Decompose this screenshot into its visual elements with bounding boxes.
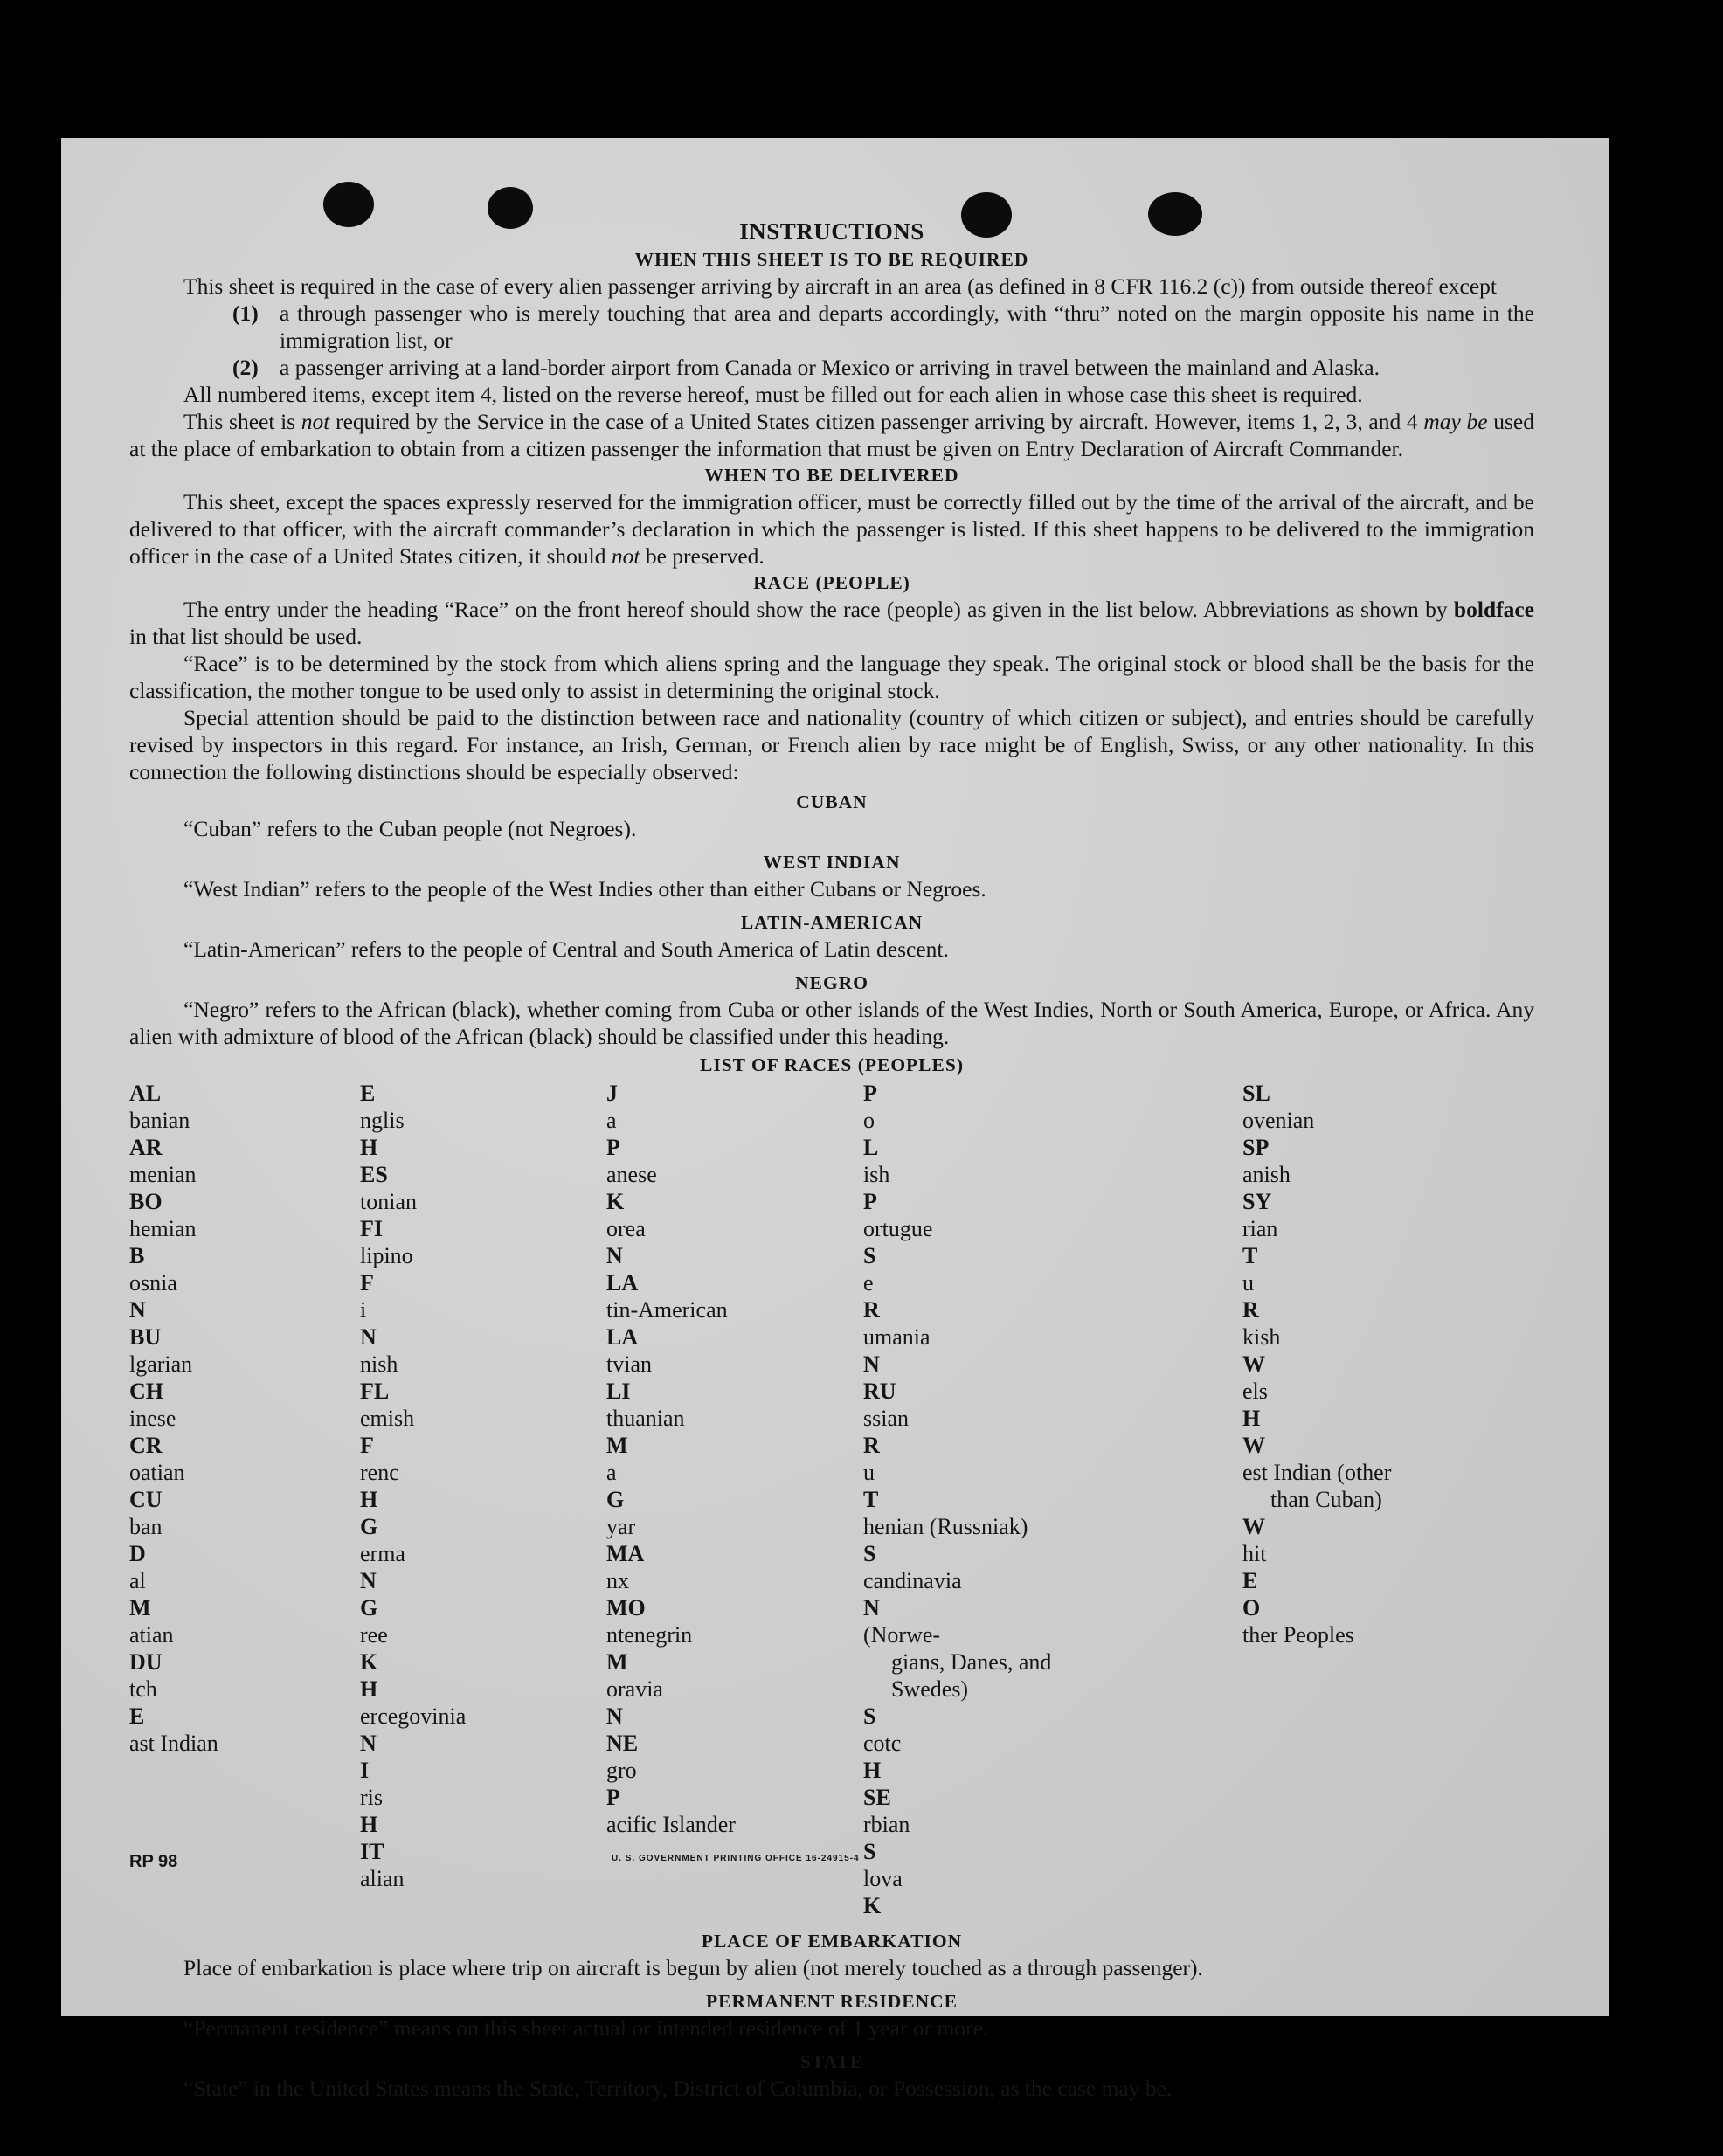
text-run: J — [606, 1081, 618, 1106]
text-run: E — [360, 1081, 376, 1106]
race-entry — [606, 1378, 863, 1432]
text-run: a — [606, 1108, 617, 1133]
text-run: lgarian — [129, 1351, 193, 1377]
text-run: ercegovinia — [360, 1703, 467, 1729]
race-entry — [1242, 1486, 1534, 1513]
text-run: est Indian (other — [1242, 1460, 1392, 1485]
text-run: H — [360, 1135, 378, 1160]
text-run: N — [606, 1243, 623, 1268]
footer — [129, 1852, 1534, 1878]
text-run: boldface — [1453, 597, 1534, 622]
race-entry — [606, 1323, 863, 1378]
paragraph — [129, 596, 1534, 650]
text-run: emish — [360, 1406, 415, 1431]
text-run: banian — [129, 1108, 190, 1133]
text-run: N — [360, 1568, 377, 1593]
text-run: L — [863, 1135, 879, 1160]
text-run: ovenian — [1242, 1108, 1315, 1133]
text-run: rbian — [863, 1812, 910, 1837]
race-entry — [129, 1540, 360, 1648]
text-run: anish — [1242, 1162, 1291, 1187]
race-entry — [360, 1161, 606, 1215]
race-entry — [606, 1730, 863, 1784]
section-heading: PERMANENT RESIDENCE — [706, 1991, 958, 2012]
text-run: ther Peoples — [1242, 1622, 1354, 1648]
text-run: AL — [129, 1081, 162, 1106]
paragraph: “State” in the United States means the State, Territory, District of Columbia, or Possession, as the case may be. — [183, 2076, 1173, 2101]
text-run: P — [606, 1785, 620, 1810]
race-entry — [863, 1703, 1242, 1784]
race-entry — [606, 1432, 863, 1540]
text-run: not — [611, 543, 640, 569]
race-entry — [129, 1432, 360, 1486]
text-run: orea — [606, 1216, 646, 1241]
text-run: nish — [360, 1351, 398, 1377]
text-run: This sheet, except the spaces expressly reserved for the immigration officer, must be correctly filled out by the time of the arrival of the aircraft, and be delivered to that officer, with the aircraft commander’s declaration in which the passenger is listed. If this sheet happens to be delivered to the immigration officer in the case of a United States citizen, it should — [129, 489, 1534, 569]
text-run: lipino — [360, 1243, 413, 1268]
race-entry — [1242, 1080, 1534, 1134]
text-run: a — [606, 1460, 617, 1485]
text-run: The entry under the heading “Race” on the front hereof should show the race (people) as given in the list below. Abbreviations as shown by — [183, 597, 1454, 622]
text-run: H — [360, 1676, 378, 1702]
race-entry — [606, 1648, 863, 1730]
text-run: S — [1242, 1081, 1256, 1106]
text-run: hemian — [129, 1216, 197, 1241]
text-run: MO — [606, 1595, 646, 1620]
text-run: E — [1242, 1568, 1258, 1593]
race-entry — [1242, 1432, 1534, 1486]
text-run: H — [360, 1487, 378, 1512]
paragraph: All numbered items, except item 4, listed on the reverse hereof, must be filled out for each alien in whose case this sheet is required. — [183, 382, 1363, 407]
item-text: a through passenger who is merely touching that area and departs accordingly, with “thru” noted on the margin opposite his name in the immigration list, or — [280, 301, 1534, 353]
form-number: RP 98 — [129, 1852, 178, 1871]
text-run: ish — [863, 1162, 890, 1187]
race-entry — [606, 1269, 863, 1323]
text-run: N — [360, 1324, 377, 1350]
paragraph: “West Indian” refers to the people of the West Indies other than either Cubans or Negroes. — [183, 876, 986, 902]
text-run: LA — [606, 1324, 639, 1350]
text-run: NE — [606, 1731, 639, 1756]
paragraph: “Cuban” refers to the Cuban people (not Negroes). — [183, 816, 637, 841]
text-run: W — [1242, 1514, 1265, 1539]
text-run: M — [129, 1595, 151, 1620]
text-run: rian — [1242, 1216, 1278, 1241]
text-run: I — [360, 1758, 370, 1783]
text-run: gro — [606, 1758, 637, 1783]
text-run: tonian — [360, 1189, 417, 1214]
race-entry — [360, 1594, 606, 1676]
text-run: henian (Russniak) — [863, 1514, 1028, 1539]
text-run: K — [606, 1189, 625, 1214]
race-entry — [360, 1269, 606, 1378]
paragraph: Place of embarkation is place where trip on aircraft is begun by alien (not merely touched as a through passenger). — [183, 1955, 1203, 1980]
race-entry — [863, 1648, 1242, 1676]
text-run: CU — [129, 1487, 163, 1512]
race-entry — [606, 1784, 863, 1838]
section-heading: PLACE OF EMBARKATION — [701, 1931, 963, 1952]
race-entry — [129, 1323, 360, 1378]
text-run: yar — [606, 1514, 636, 1539]
race-entry — [1242, 1242, 1534, 1351]
text-run: BO — [129, 1189, 163, 1214]
race-entry — [606, 1540, 863, 1594]
text-run: LA — [606, 1270, 639, 1296]
text-run: oatian — [129, 1460, 185, 1485]
race-column — [863, 1080, 1242, 1919]
text-run: MA — [606, 1541, 645, 1566]
race-entry — [360, 1757, 606, 1838]
race-entry — [863, 1838, 1242, 1919]
text-run: osnia — [129, 1270, 177, 1296]
race-column — [360, 1080, 606, 1919]
race-entry — [863, 1432, 1242, 1540]
text-run: ris — [360, 1785, 383, 1810]
race-entry — [360, 1432, 606, 1513]
race-entry — [360, 1080, 606, 1161]
text-run: B — [129, 1243, 145, 1268]
race-entry — [1242, 1594, 1534, 1648]
paragraph: “Negro” refers to the African (black), whether coming from Cuba or other islands of the West Indies, North or South America, Europe, or Africa. Any alien with admixture of blood of the African (black) should be classified under this heading. — [129, 997, 1534, 1049]
text-run: oravia — [606, 1676, 663, 1702]
race-entry — [129, 1486, 360, 1540]
text-run: O — [1242, 1595, 1261, 1620]
text-run: R — [1242, 1297, 1259, 1323]
text-run: R — [863, 1433, 880, 1458]
text-run: M — [606, 1649, 628, 1675]
text-run: S — [863, 1703, 876, 1729]
text-run: AR — [129, 1135, 163, 1160]
race-entry — [863, 1080, 1242, 1188]
text-run: H — [360, 1812, 378, 1837]
text-run: SY — [1242, 1189, 1272, 1214]
race-column — [1242, 1080, 1534, 1919]
race-entry — [606, 1080, 863, 1188]
race-column — [606, 1080, 863, 1919]
text-run: M — [606, 1433, 628, 1458]
race-entry — [360, 1378, 606, 1432]
text-run: required by the Service in the case of a United States citizen passenger arriving by aircraft. However, items 1, 2, 3, and 4 — [329, 409, 1424, 434]
text-run: FI — [360, 1216, 383, 1241]
text-run: CH — [129, 1379, 163, 1404]
text-run: i — [360, 1297, 367, 1323]
section-heading: WHEN TO BE DELIVERED — [704, 465, 959, 486]
text-run: P — [863, 1081, 877, 1106]
text-run: o — [863, 1108, 875, 1133]
text-run: F — [360, 1270, 374, 1296]
race-entry — [360, 1513, 606, 1594]
text-run: F — [360, 1433, 374, 1458]
text-run: thuanian — [606, 1406, 685, 1431]
text-run: S — [863, 1243, 876, 1268]
text-run: IT — [360, 1839, 384, 1864]
text-run: G — [360, 1595, 378, 1620]
text-run: E — [129, 1703, 145, 1729]
text-run: anese — [606, 1162, 657, 1187]
race-entry — [863, 1540, 1242, 1648]
text-run: SP — [1242, 1135, 1270, 1160]
text-run: P — [863, 1189, 877, 1214]
text-run: N — [129, 1297, 146, 1323]
text-run: used at the place of embarkation to obtain from a citizen passenger the information that must be given on Entry Declaration of Aircraft Commander. — [129, 409, 1534, 461]
text-run: tvian — [606, 1351, 652, 1377]
race-entry — [129, 1188, 360, 1242]
race-entry — [1242, 1188, 1534, 1242]
text-run: atian — [129, 1622, 174, 1648]
text-run: nglis — [360, 1108, 405, 1133]
text-run: al — [129, 1568, 146, 1593]
text-run: ntenegrin — [606, 1622, 693, 1648]
text-run: ast Indian — [129, 1731, 218, 1756]
text-run: Swedes) — [891, 1676, 969, 1702]
text-run: alian — [360, 1866, 405, 1891]
text-run: K — [863, 1893, 882, 1918]
section-heading: RACE (PEOPLE) — [753, 572, 910, 593]
item-number: (2) — [232, 355, 259, 380]
section-heading: LATIN-AMERICAN — [740, 912, 924, 933]
race-entry — [863, 1676, 1242, 1703]
text-run: LI — [606, 1379, 631, 1404]
text-run: P — [606, 1135, 620, 1160]
race-entry — [129, 1134, 360, 1188]
race-list — [129, 1080, 1534, 1919]
text-run: be preserved. — [640, 543, 765, 569]
text-run: SE — [863, 1785, 891, 1810]
text-run: not — [301, 409, 330, 434]
paragraph: “Latin-American” refers to the people of Central and South America of Latin descent. — [183, 936, 949, 962]
text-run: H — [1242, 1406, 1261, 1431]
race-entry — [863, 1188, 1242, 1296]
list-item — [232, 300, 1534, 354]
text-run: T — [1242, 1243, 1258, 1268]
paragraph: This sheet is required in the case of every alien passenger arriving by aircraft in an area (as defined in 8 CFR 116.2 (c)) from outside thereof except — [183, 273, 1497, 299]
text-run: tin-American — [606, 1297, 728, 1323]
race-column — [129, 1080, 360, 1919]
text-run: acific Islander — [606, 1812, 736, 1837]
item-text: a passenger arriving at a land-border airport from Canada or Mexico or arriving in travel between the mainland and Alaska. — [280, 355, 1380, 380]
text-run: ban — [129, 1514, 163, 1539]
text-run: hit — [1242, 1541, 1267, 1566]
race-entry — [360, 1215, 606, 1269]
text-run: N — [863, 1351, 880, 1377]
text-run: K — [360, 1649, 378, 1675]
text-run: L — [1255, 1081, 1270, 1106]
paragraph: Special attention should be paid to the distinction between race and nationality (country of which citizen or subject), and entries should be carefully revised by inspectors in this regard. For instance, an Irish, German, or French alien by race might be of English, Swiss, or any other nationality. In this connection the following distinctions should be especially observed: — [129, 705, 1534, 784]
text-run: G — [606, 1487, 625, 1512]
text-run: T — [863, 1487, 879, 1512]
text-run: cotc — [863, 1731, 902, 1756]
race-entry — [606, 1594, 863, 1648]
text-run: renc — [360, 1460, 399, 1485]
section-heading: WHEN THIS SHEET IS TO BE REQUIRED — [634, 249, 1029, 270]
race-entry — [360, 1676, 606, 1757]
text-run: inese — [129, 1406, 176, 1431]
race-entry — [129, 1378, 360, 1432]
race-entry — [863, 1784, 1242, 1838]
text-run: BU — [129, 1324, 162, 1350]
text-run: may be — [1423, 409, 1488, 434]
text-run: tch — [129, 1676, 157, 1702]
text-run: in that list should be used. — [129, 624, 363, 649]
text-run: H — [863, 1758, 882, 1783]
text-run: DU — [129, 1649, 163, 1675]
text-run: u — [863, 1460, 875, 1485]
text-run: CR — [129, 1433, 163, 1458]
text-run: ree — [360, 1622, 388, 1648]
page-title: INSTRUCTIONS — [739, 218, 924, 245]
text-run: S — [863, 1541, 876, 1566]
paragraph: “Race” is to be determined by the stock from which aliens spring and the language they speak. The original stock or blood shall be the basis for the classification, the mother tongue to be used only to assist in determining the original stock. — [129, 651, 1534, 703]
text-run: RU — [863, 1379, 896, 1404]
text-run: u — [1242, 1270, 1254, 1296]
text-run: This sheet is — [183, 409, 301, 434]
item-number: (1) — [232, 301, 259, 326]
race-entry — [1242, 1351, 1534, 1432]
text-run: e — [863, 1270, 874, 1296]
race-entry — [863, 1296, 1242, 1378]
text-run: erma — [360, 1541, 405, 1566]
race-entry — [129, 1080, 360, 1134]
text-run: ssian — [863, 1406, 909, 1431]
text-run: (Norwe- — [863, 1622, 941, 1648]
section-heading: WEST INDIAN — [763, 852, 901, 873]
list-item — [232, 354, 1534, 381]
text-run: R — [863, 1297, 880, 1323]
race-entry — [1242, 1513, 1534, 1594]
text-run: umania — [863, 1324, 931, 1350]
text-run: W — [1242, 1351, 1265, 1377]
race-entry — [606, 1188, 863, 1269]
race-entry — [129, 1703, 360, 1757]
text-run: ES — [360, 1162, 388, 1187]
text-run: N — [606, 1703, 623, 1729]
text-run: ortugue — [863, 1216, 933, 1241]
instructions-body — [129, 217, 1534, 2102]
section-heading: STATE — [799, 2051, 864, 2072]
printer-imprint: U. S. GOVERNMENT PRINTING OFFICE 16-24915-4 — [612, 1854, 860, 1863]
race-entry — [863, 1378, 1242, 1432]
text-run: G — [360, 1514, 378, 1539]
paragraph — [129, 488, 1534, 570]
text-run: FL — [360, 1379, 390, 1404]
text-run: W — [1242, 1433, 1265, 1458]
section-heading: CUBAN — [796, 791, 868, 812]
text-run: D — [129, 1541, 146, 1566]
race-entry — [129, 1242, 360, 1323]
paragraph: “Permanent residence” means on this sheet actual or intended residence of 1 year or more. — [183, 2015, 989, 2041]
race-entry — [1242, 1134, 1534, 1188]
text-run: gians, Danes, and — [891, 1649, 1052, 1675]
text-run: N — [863, 1595, 880, 1620]
form-sheet — [61, 138, 1609, 2101]
text-run: S — [863, 1839, 876, 1864]
text-run: candinavia — [863, 1568, 962, 1593]
section-heading: LIST OF RACES (PEOPLES) — [700, 1054, 964, 1075]
text-run: lova — [863, 1866, 903, 1891]
section-heading: NEGRO — [795, 972, 868, 993]
race-entry — [129, 1648, 360, 1703]
paragraph — [129, 408, 1534, 462]
text-run: els — [1242, 1379, 1268, 1404]
text-run: nx — [606, 1568, 629, 1593]
text-run: N — [360, 1731, 377, 1756]
text-run: kish — [1242, 1324, 1281, 1350]
text-run: menian — [129, 1162, 197, 1187]
text-run: than Cuban) — [1270, 1487, 1382, 1512]
